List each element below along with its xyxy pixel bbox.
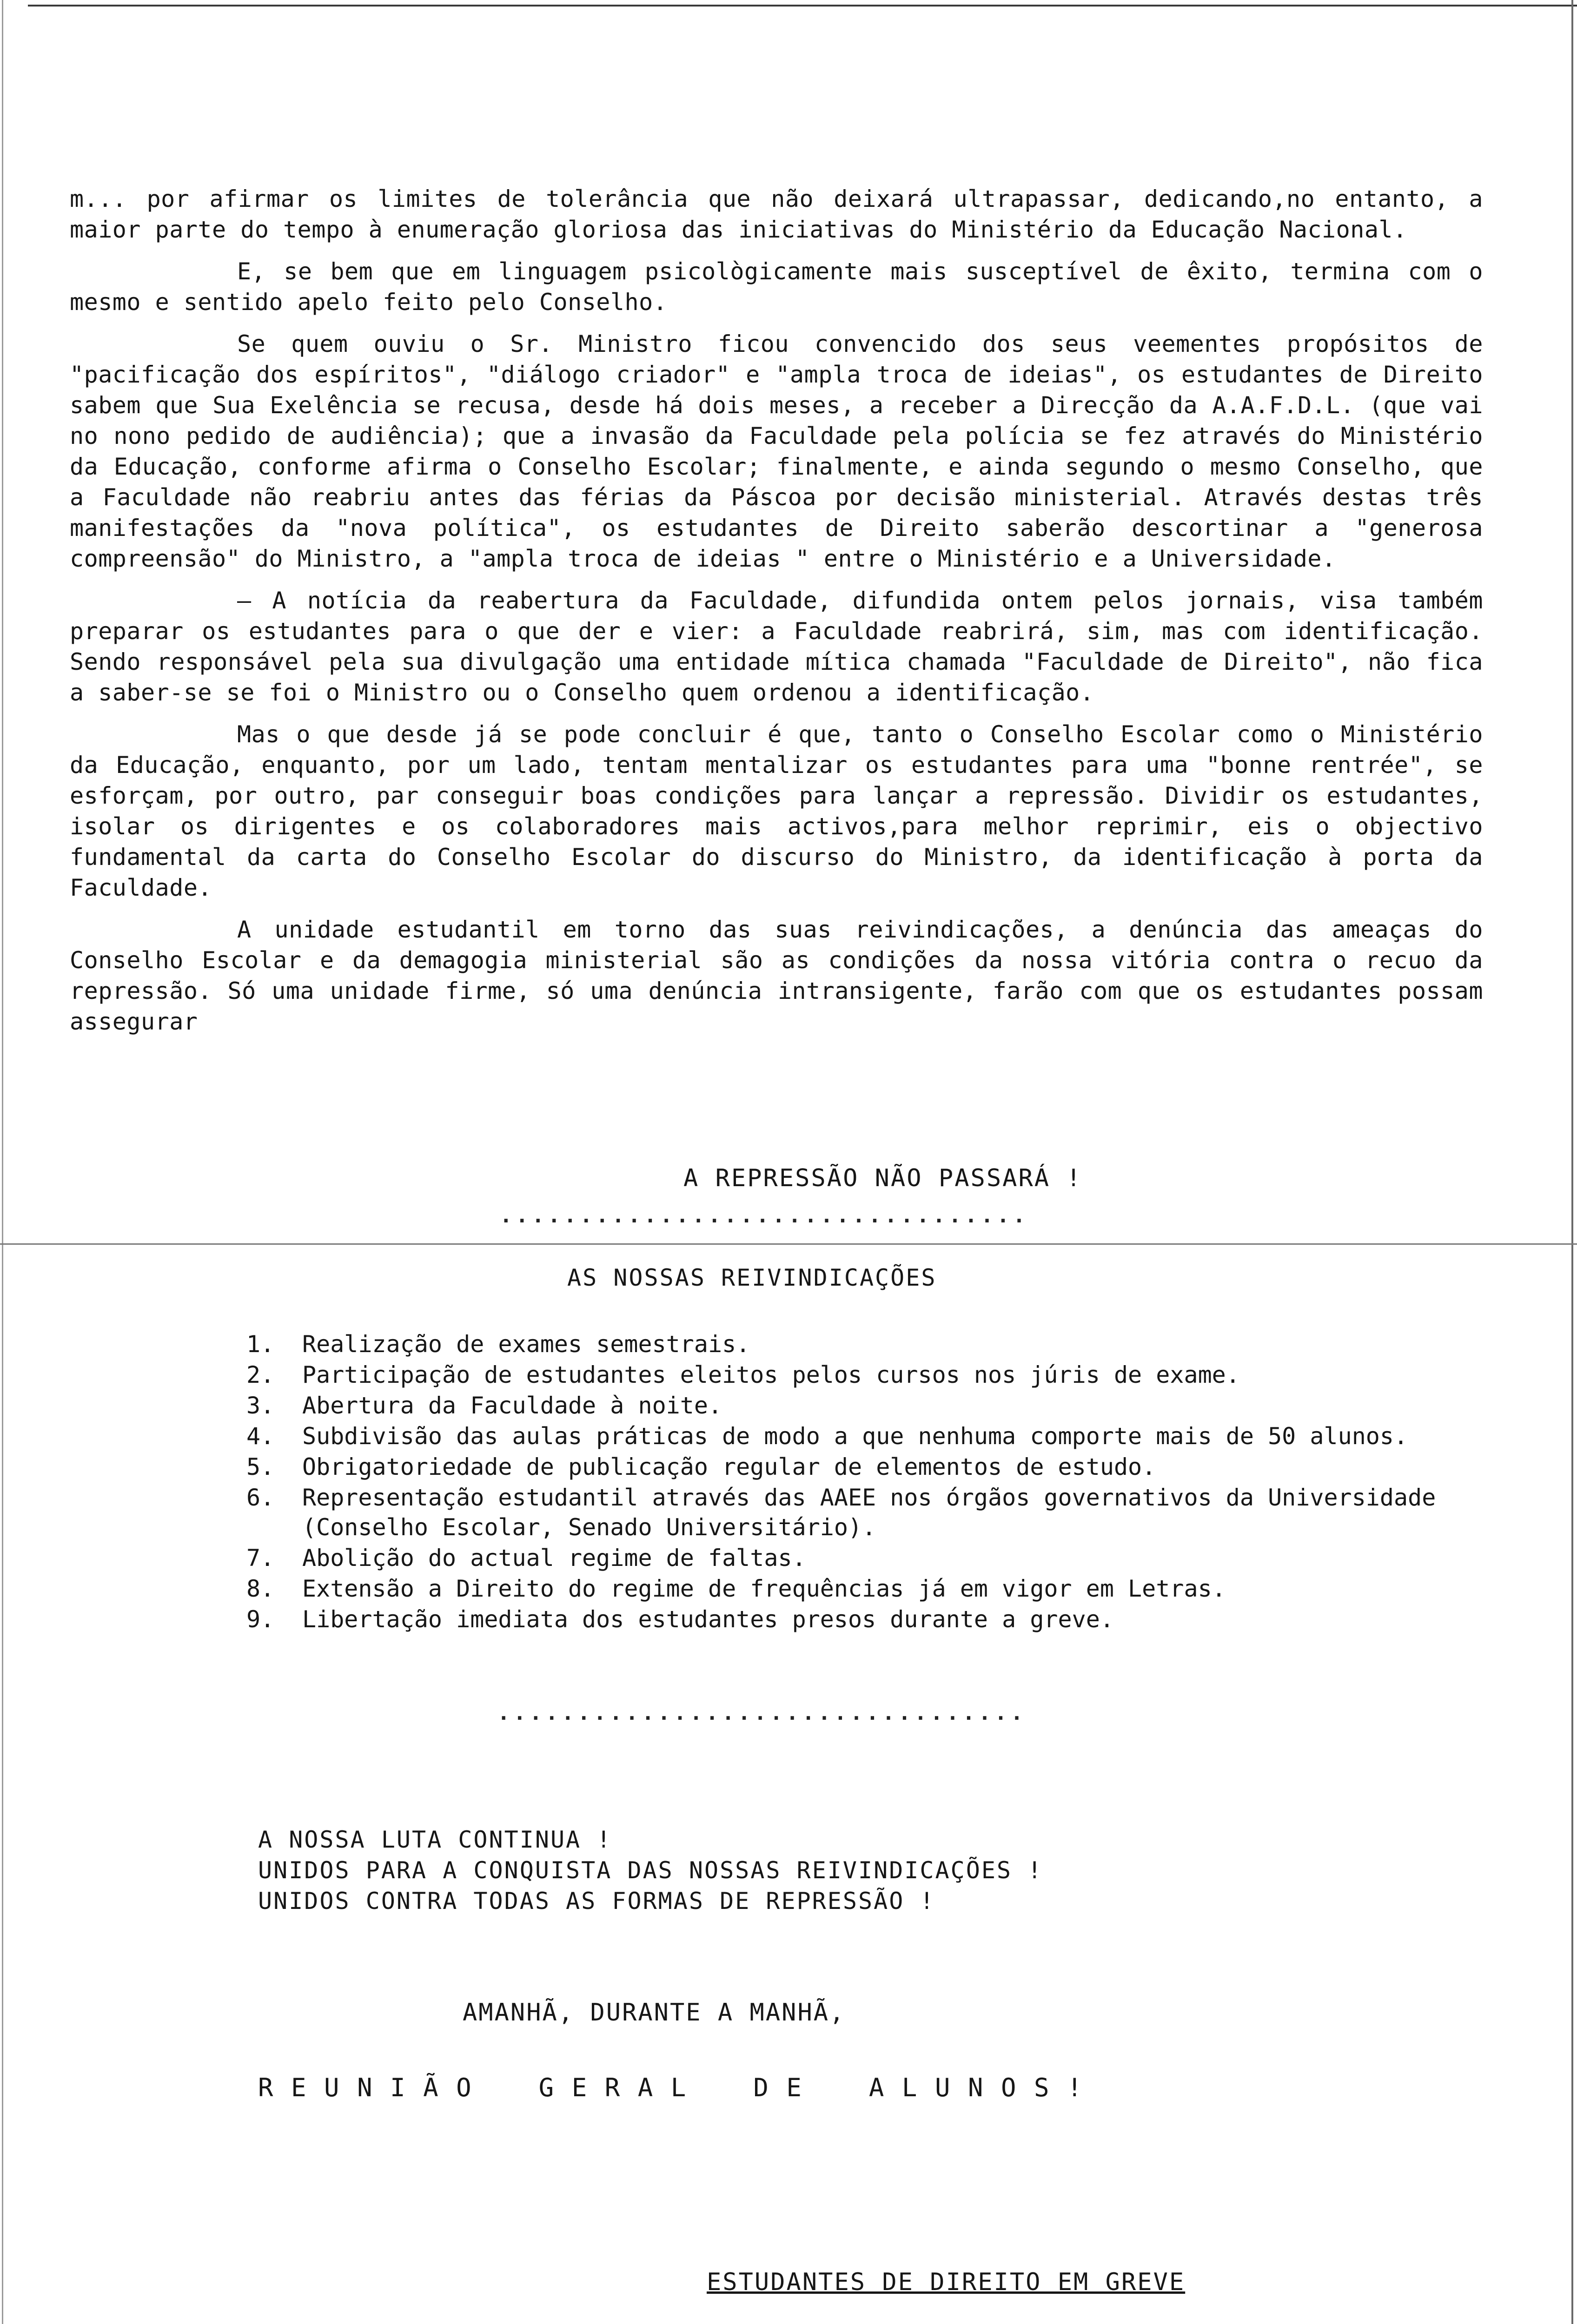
meeting-call: R E U N I Ã O G E R A L D E A L U N O S !	[258, 2073, 1084, 2102]
demand-text: Extensão a Direito do regime de frequências já em vigor em Letras.	[302, 1575, 1226, 1602]
dotted-separator: .................................	[497, 1701, 1027, 1725]
paragraph-2: E, se bem que em linguagem psicològicamente mais susceptível de êxito, termina com o mesmo e sentido apelo feito pelo Conselho.	[70, 258, 1483, 316]
demand-number: 1.	[246, 1331, 275, 1358]
slogan-line: A NOSSA LUTA CONTINUA !	[258, 1826, 612, 1853]
demand-number: 9.	[246, 1606, 275, 1633]
demand-text: Abolição do actual regime de faltas.	[302, 1545, 806, 1571]
demand-number: 5.	[246, 1453, 275, 1480]
signature: ESTUDANTES DE DIREITO EM GREVE	[707, 2268, 1186, 2296]
slogan-line: UNIDOS PARA A CONQUISTA DAS NOSSAS REIVINDICAÇÕES !	[258, 1857, 1043, 1884]
tagline-repression: A REPRESSÃO NÃO PASSARÁ !	[683, 1164, 1082, 1192]
demand-item	[246, 1483, 1502, 1542]
demand-item	[246, 1421, 1502, 1451]
paragraph-3: Se quem ouviu o Sr. Ministro ficou convencido dos seus veementes propósitos de "pacificação dos espíritos", "diálogo criador" e "ampla troca de ideias", os estudantes de Direito sabem que Sua Exelência se recusa, desde há dois meses, a receber a Direcção da A.A.F.D.L. (que vai no nono pedido de audiência); que a invasão da Faculdade pela polícia se fez através do Ministério da Educação, conforme afirma o Conselho Escolar; finalmente, e ainda segundo o mesmo Conselho, que a Faculdade não reabriu antes das férias da Páscoa por decisão ministerial. Através destas três manifestações da "nova política", os estudantes de Direito saberão descortinar a "generosa compreensão" do Ministro, a "ampla troca de ideias " entre o Ministério e a Universidade.	[70, 330, 1483, 572]
demand-number: 6.	[246, 1484, 275, 1511]
demand-number: 8.	[246, 1575, 275, 1602]
demand-item	[246, 1329, 1502, 1359]
demand-text: Realização de exames semestrais.	[302, 1331, 750, 1358]
demand-text: Abertura da Faculdade à noite.	[302, 1392, 722, 1419]
paragraph-5: Mas o que desde já se pode concluir é que, tanto o Conselho Escolar como o Ministério da Educação, enquanto, por um lado, tentam mentalizar os estudantes para uma "bonne rentrée", se esforçam, por outro, par conseguir boas condições para lançar a repressão. Dividir os estudantes, isolar os dirigentes e os colaboradores mais activos,para melhor reprimir, eis o objectivo fundamental da carta do Conselho Escolar do discurso do Ministro, da identificação à porta da Faculdade.	[70, 721, 1483, 901]
demand-number: 7.	[246, 1545, 275, 1571]
demand-item	[246, 1604, 1502, 1634]
demand-text: Participação de estudantes eleitos pelos cursos nos júris de exame.	[302, 1361, 1240, 1388]
dotted-separator: .................................	[500, 1204, 1029, 1228]
demand-text: Representação estudantil através das AAEE nos órgãos governativos da Universidade (Conselho Escolar, Senado Universitário).	[302, 1484, 1436, 1541]
right-edge-line	[1571, 0, 1573, 2324]
paragraph-1: m... por afirmar os limites de tolerância que não deixará ultrapassar, dedicando,no entanto, a maior parte do tempo à enumeração gloriosa das iniciativas do Ministério da Educação Nacional.	[70, 185, 1483, 243]
demands-title: AS NOSSAS REIVINDICAÇÕES	[567, 1264, 937, 1291]
demand-item	[246, 1452, 1502, 1482]
demand-item	[246, 1574, 1502, 1604]
slogan-line: UNIDOS CONTRA TODAS AS FORMAS DE REPRESSÃO !	[258, 1888, 935, 1915]
announcement: AMANHÃ, DURANTE A MANHÃ,	[463, 1999, 846, 2027]
closing-slogans	[258, 1824, 1043, 1916]
demands-list	[246, 1329, 1502, 1635]
demand-text: Libertação imediata dos estudantes presos durante a greve.	[302, 1606, 1114, 1633]
body-text	[70, 184, 1483, 1048]
demand-number: 4.	[246, 1423, 275, 1450]
demand-text: Obrigatoriedade de publicação regular de elementos de estudo.	[302, 1453, 1156, 1480]
section-divider	[0, 1243, 1577, 1245]
demand-item	[246, 1360, 1502, 1390]
demand-text: Subdivisão das aulas práticas de modo a que nenhuma comporte mais de 50 alunos.	[302, 1423, 1408, 1450]
demand-number: 2.	[246, 1361, 275, 1388]
paragraph-4: — A notícia da reabertura da Faculdade, difundida ontem pelos jornais, visa também preparar os estudantes para o que der e vier: a Faculdade reabrirá, sim, mas com identificação. Sendo responsável pela sua divulgação uma entidade mítica chamada "Faculdade de Direito", não fica a saber-se se foi o Ministro ou o Conselho quem ordenou a identificação.	[70, 587, 1483, 706]
demand-number: 3.	[246, 1392, 275, 1419]
demand-item	[246, 1391, 1502, 1420]
paragraph-6: A unidade estudantil em torno das suas reivindicações, a denúncia das ameaças do Conselho Escolar e da demagogia ministerial são as condições da nossa vitória contra o recuo da repressão. Só uma unidade firme, só uma denúncia intransigente, farão com que os estudantes possam assegurar	[70, 916, 1483, 1035]
demand-item	[246, 1543, 1502, 1573]
top-edge-line	[28, 5, 1577, 7]
left-edge-line	[2, 0, 3, 2324]
